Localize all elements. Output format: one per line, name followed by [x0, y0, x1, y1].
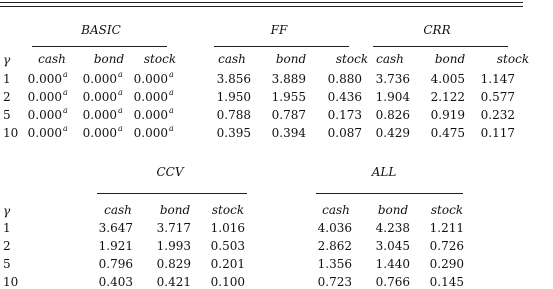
gamma-header: γ [3, 53, 11, 67]
row-gamma: 5 [3, 257, 11, 271]
col-header-bond: bond [159, 203, 191, 217]
col-header-cash: cash [322, 203, 350, 217]
col-header-cash: cash [104, 203, 132, 217]
group-rule-crr [373, 46, 508, 47]
table-cell: 0.829 [156, 257, 191, 271]
row-gamma: 2 [3, 90, 11, 104]
group-rule-basic [32, 46, 167, 47]
group-title-crr: CRR [423, 23, 451, 37]
gamma-header: γ [3, 204, 11, 218]
table-cell: 0.000 [27, 108, 62, 122]
row-gamma: 2 [3, 239, 11, 253]
table-cell: 0.000 [133, 126, 168, 140]
col-header-bond: bond [377, 203, 409, 217]
table-cell: 0.290 [429, 257, 464, 271]
table-cell: 1.147 [480, 72, 515, 86]
table-cell: 1.955 [271, 90, 306, 104]
table-cell: 0.000 [82, 90, 117, 104]
table-cell: 0.395 [216, 126, 251, 140]
group-title-all: ALL [371, 165, 397, 179]
table-cell: 0.403 [98, 275, 133, 289]
top-rule [0, 2, 523, 3]
col-header-bond: bond [434, 52, 466, 66]
col-header-stock: stock [211, 203, 245, 217]
table-cell: 1.211 [429, 221, 464, 235]
table-cell: 0.000 [82, 108, 117, 122]
table-cell: 0.475 [430, 126, 465, 140]
table-cell: 0.436 [327, 90, 362, 104]
table-cell: 0.201 [210, 257, 245, 271]
col-header-cash: cash [38, 52, 66, 66]
table-cell: 0.726 [429, 239, 464, 253]
group-rule-ff [214, 46, 349, 47]
footnote-marker: a [118, 106, 123, 115]
table-cell: 3.736 [375, 72, 410, 86]
table-cell: 4.005 [430, 72, 465, 86]
footnote-marker-wrap [169, 122, 174, 136]
group-title-ccv: CCV [156, 165, 184, 179]
table-cell: 0.826 [375, 108, 410, 122]
col-header-cash: cash [376, 52, 404, 66]
footnote-marker: a [118, 124, 123, 133]
row-gamma: 5 [3, 108, 11, 122]
footnote-marker: a [169, 70, 174, 79]
footnote-marker-wrap [169, 68, 174, 82]
table-cell: 0.429 [375, 126, 410, 140]
col-header-bond: bond [275, 52, 307, 66]
table-cell: 0.000 [133, 108, 168, 122]
table-cell: 0.796 [98, 257, 133, 271]
table-cell: 0.000 [27, 72, 62, 86]
footnote-marker-wrap [169, 104, 174, 118]
row-gamma: 10 [3, 126, 19, 140]
table-cell: 3.889 [271, 72, 306, 86]
table-cell: 4.238 [375, 221, 410, 235]
row-gamma: 1 [3, 221, 11, 235]
table-cell: 3.045 [375, 239, 410, 253]
footnote-marker: a [169, 88, 174, 97]
group-title-ff: FF [270, 23, 288, 37]
footnote-marker: a [63, 106, 68, 115]
table-cell: 0.000 [133, 90, 168, 104]
footnote-marker: a [169, 106, 174, 115]
table-cell: 3.717 [156, 221, 191, 235]
table-cell: 0.787 [271, 108, 306, 122]
table-cell: 0.173 [327, 108, 362, 122]
table-cell: 1.440 [375, 257, 410, 271]
table-cell: 0.766 [375, 275, 410, 289]
table-cell: 0.723 [317, 275, 352, 289]
table-cell: 4.036 [317, 221, 352, 235]
table-cell: 0.000 [27, 90, 62, 104]
table-cell: 2.862 [317, 239, 352, 253]
col-header-bond: bond [93, 52, 125, 66]
table-cell: 0.087 [327, 126, 362, 140]
table-cell: 0.788 [216, 108, 251, 122]
table-cell: 0.919 [430, 108, 465, 122]
table-cell: 1.950 [216, 90, 251, 104]
table-cell: 3.647 [98, 221, 133, 235]
footnote-marker: a [63, 88, 68, 97]
group-title-basic: BASIC [81, 23, 121, 37]
table-cell: 0.421 [156, 275, 191, 289]
row-gamma: 10 [3, 275, 19, 289]
table-cell: 0.000 [133, 72, 168, 86]
table-cell: 0.577 [480, 90, 515, 104]
table-cell: 3.856 [216, 72, 251, 86]
col-header-cash: cash [218, 52, 246, 66]
col-header-stock: stock [335, 52, 369, 66]
footnote-marker: a [118, 70, 123, 79]
col-header-stock: stock [143, 52, 177, 66]
table-cell: 0.000 [82, 126, 117, 140]
footnote-marker: a [63, 70, 68, 79]
row-gamma: 1 [3, 72, 11, 86]
table-cell: 0.503 [210, 239, 245, 253]
table-cell: 0.117 [480, 126, 515, 140]
table-cell: 1.016 [210, 221, 245, 235]
table-cell: 1.921 [98, 239, 133, 253]
table-cell: 0.000 [27, 126, 62, 140]
top-rule-2 [0, 6, 523, 7]
footnote-marker: a [118, 88, 123, 97]
table-cell: 0.145 [429, 275, 464, 289]
group-rule-all [316, 193, 463, 194]
table-cell: 0.394 [271, 126, 306, 140]
table-cell: 0.000 [82, 72, 117, 86]
footnote-marker: a [63, 124, 68, 133]
table-cell: 2.122 [430, 90, 465, 104]
col-header-stock: stock [430, 203, 464, 217]
table-cell: 0.232 [480, 108, 515, 122]
table-cell: 1.993 [156, 239, 191, 253]
footnote-marker: a [169, 124, 174, 133]
table-cell: 0.100 [210, 275, 245, 289]
table-cell: 1.356 [317, 257, 352, 271]
group-rule-ccv [97, 193, 247, 194]
table-cell: 1.904 [375, 90, 410, 104]
col-header-stock: stock [496, 52, 530, 66]
footnote-marker-wrap [169, 86, 174, 100]
table-cell: 0.880 [327, 72, 362, 86]
